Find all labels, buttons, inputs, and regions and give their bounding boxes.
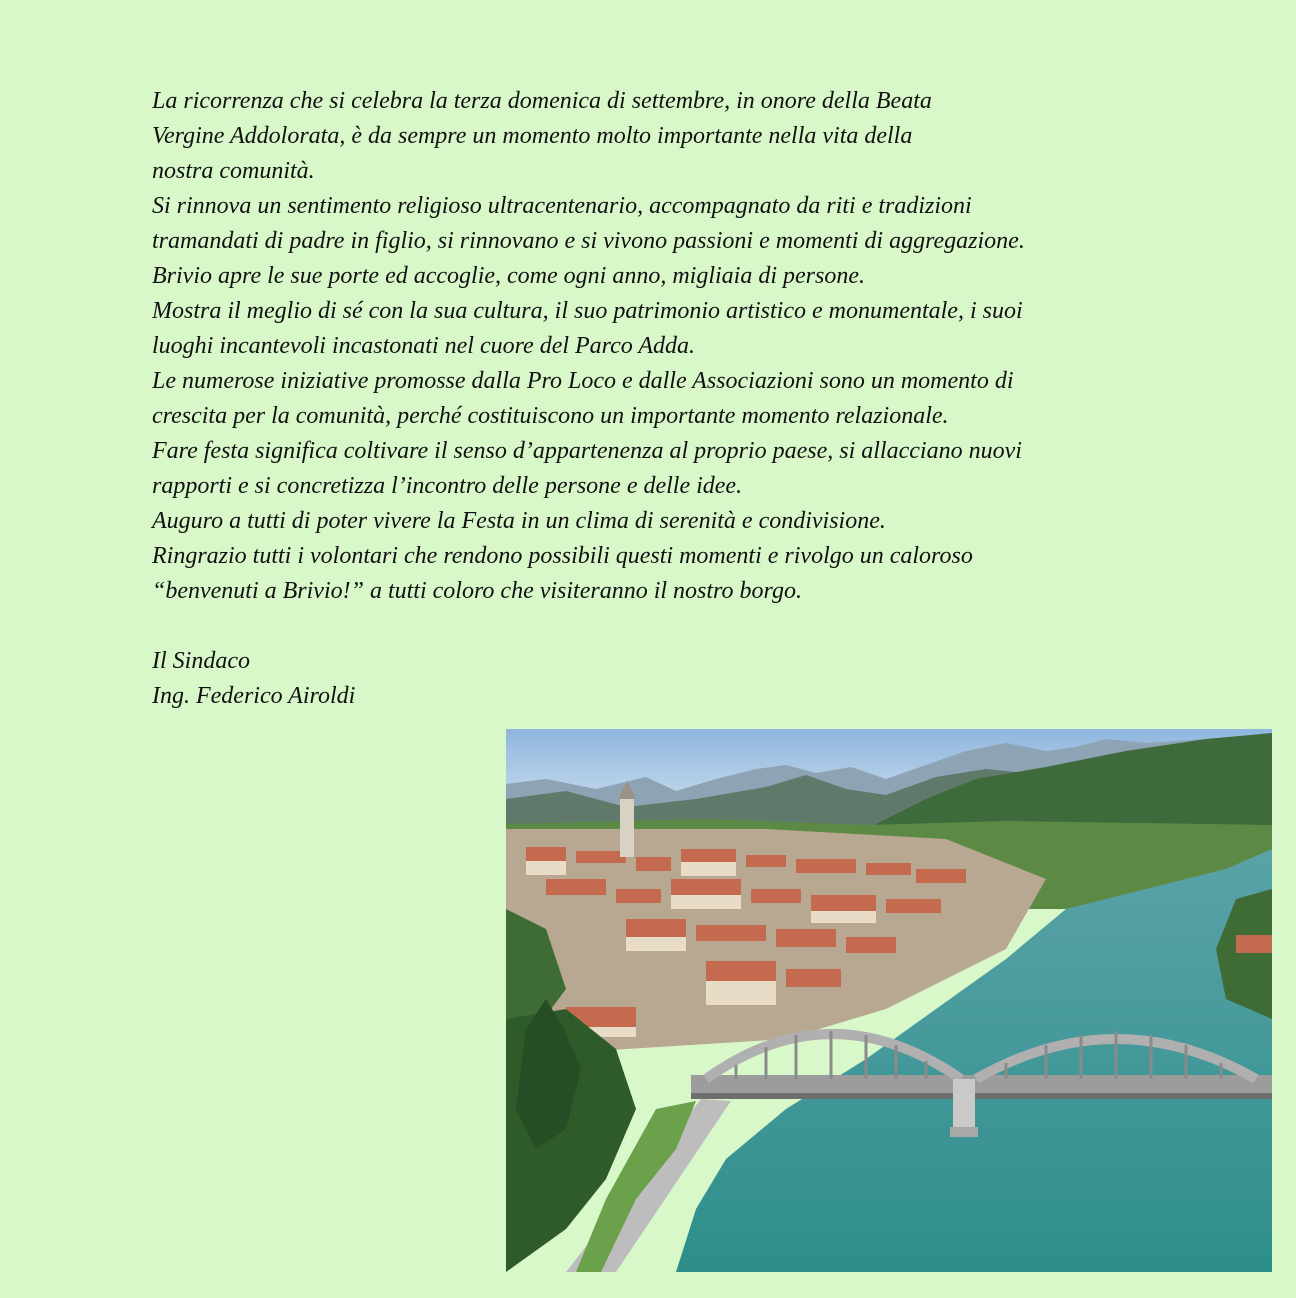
- right-bank-house: [1236, 935, 1272, 953]
- signature-name: Ing. Federico Airoldi: [152, 683, 356, 709]
- letter-line: luoghi incantevoli incastonati nel cuore del Parco Adda.: [152, 333, 696, 359]
- letter-line: Mostra il meglio di sé con la sua cultura, il suo patrimonio artistico e monumentale, i suoi: [152, 298, 1023, 324]
- letter-line: La ricorrenza che si celebra la terza domenica di settembre, in onore della Beata: [152, 88, 932, 114]
- letter-line: rapporti e si concretizza l’incontro delle persone e delle idee.: [152, 473, 743, 499]
- letter-line: Fare festa significa coltivare il senso d’appartenenza al proprio paese, si allacciano nuovi: [152, 438, 1022, 464]
- letter-line: crescita per la comunità, perché costituiscono un importante momento relazionale.: [152, 403, 949, 429]
- signature-role: Il Sindaco: [152, 648, 250, 674]
- letter-line: Brivio apre le sue porte ed accoglie, come ogni anno, migliaia di persone.: [152, 263, 865, 289]
- letter-line: Ringrazio tutti i volontari che rendono possibili questi momenti e rivolgo un caloroso: [152, 543, 973, 569]
- brivio-aerial-photo: [506, 729, 1272, 1272]
- letter-line: Auguro a tutti di poter vivere la Festa in un clima di serenità e condivisione.: [152, 508, 886, 534]
- letter-line: Le numerose iniziative promosse dalla Pro Loco e dalle Associazioni sono un momento di: [152, 368, 1014, 394]
- bridge-deck-shadow: [691, 1093, 1272, 1099]
- mayor-letter: [152, 84, 1162, 714]
- letter-line: “benvenuti a Brivio!” a tutti coloro che visiteranno il nostro borgo.: [152, 578, 802, 604]
- letter-line: tramandati di padre in figlio, si rinnovano e si vivono passioni e momenti di aggregazione.: [152, 228, 1025, 254]
- aerial-photo-illustration: [506, 729, 1272, 1272]
- bell-tower: [620, 797, 634, 857]
- letter-line: Si rinnova un sentimento religioso ultracentenario, accompagnato da riti e tradizioni: [152, 193, 972, 219]
- letter-line: Vergine Addolorata, è da sempre un momento molto importante nella vita della: [152, 123, 913, 149]
- letter-line: nostra comunità.: [152, 158, 315, 184]
- bridge-pier: [953, 1079, 975, 1135]
- bridge-pier-base: [950, 1127, 978, 1137]
- paragraph-gap: [152, 609, 1162, 644]
